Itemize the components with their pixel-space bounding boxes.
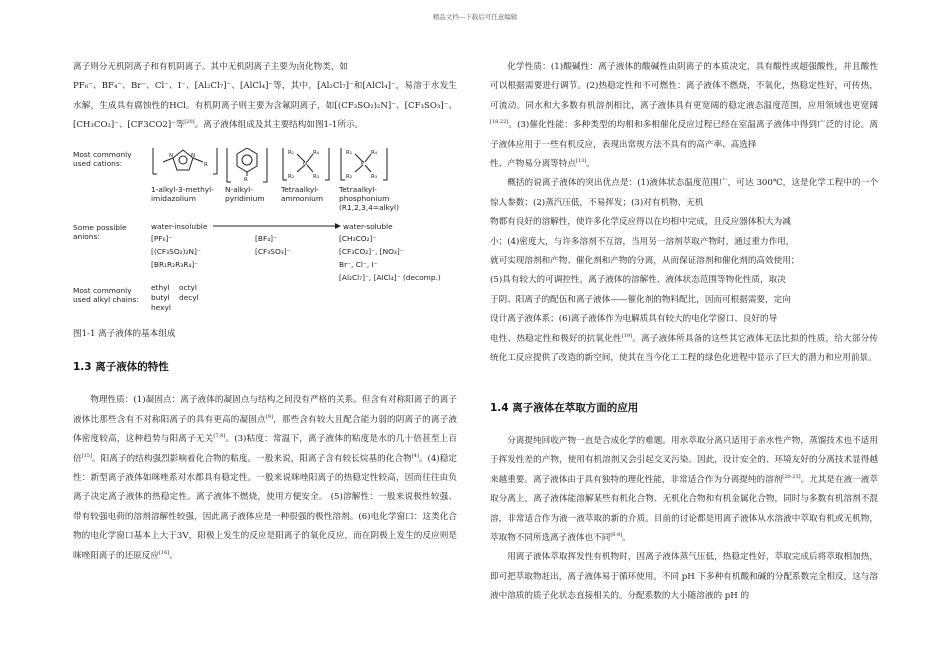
alkyl-chain: ethyl: [151, 282, 170, 292]
water-insoluble-label: water-insoluble: [151, 221, 208, 231]
alkyl-chain: hexyl: [151, 302, 171, 312]
figure-drawing: [73, 148, 457, 313]
section-heading-1-3: 1.3 离子液体的特性: [73, 361, 169, 374]
anions-row-label-2: anions:: [73, 231, 100, 241]
svg-text:R₃: R₃: [313, 173, 320, 180]
anion: [Al₂Cl₇]⁻, [AlCl₄]⁻ (decomp.): [339, 272, 441, 282]
cation-name: 1-alkyl-3-methyl-: [151, 184, 214, 194]
anion: [BR₁R₂R₃R₄]⁻: [151, 259, 199, 269]
svg-text:R₁: R₁: [346, 149, 353, 156]
svg-text:R₂: R₂: [346, 173, 353, 180]
citation: [19]: [621, 332, 633, 339]
svg-text:R₂: R₂: [288, 173, 295, 180]
citation: [6-8]: [610, 532, 623, 539]
extraction-paragraph: 分离提纯回收产物一直是合成化学的难题。用水萃取分离只适用于亲水性产物，蒸馏技术也不适用于挥发性差的产物，使用有机溶剂又会引起交叉污染。因此，设计安全的、环境友好的分离技术显得越来越重要。离子液体由于具有独特的理化性能，非常适合作为分离提纯的溶剂[20-23]。尤其是在液一液萃取分离上，离子液体能溶解某些有机化合物、无机化合物和有机金属化合物，同时与多数有机溶剂不混溶，非常适合作为液一液萃取的新的介质。目前的讨论都是用离子液体从水溶液中萃取有机或无机物，萃取物不同所选离子液体也不同[6-8]。: [490, 435, 878, 543]
alkyl-chain: octyl: [179, 282, 197, 292]
citation: [4]: [411, 452, 419, 459]
figure-caption: 图1-1 离子液体的基本组成: [73, 328, 176, 339]
n-label: N: [191, 152, 196, 159]
anion: [CF₃CO₂]⁻, [NO₃]⁻: [339, 246, 404, 256]
r-label: R: [204, 161, 208, 168]
alkyl-chain: decyl: [179, 292, 199, 302]
cations-row-label-1: Most commonly: [73, 149, 132, 159]
citation: [20]: [184, 119, 195, 126]
cation-name: N-alkyl-: [225, 184, 253, 194]
svg-text:R₄: R₄: [313, 149, 320, 156]
chains-row-label-1: Most commonly: [73, 285, 132, 295]
cations-row-label-2: used cations:: [73, 158, 123, 168]
anion: [CF₃SO₃]⁻: [255, 246, 291, 256]
citation: [7,8]: [213, 433, 226, 440]
citation: [15]: [81, 452, 92, 459]
anion: [PF₆]⁻: [151, 233, 173, 243]
r-label: R: [244, 176, 248, 183]
svg-text:R₄: R₄: [371, 149, 378, 156]
anion: [BF₄]⁻: [255, 233, 277, 243]
citation: [16]: [158, 549, 170, 556]
section-heading-1-4: 1.4 离子液体在萃取方面的应用: [490, 401, 639, 414]
chemical-properties-paragraph: 化学性质：(1)酸碱性：离子液体的酸碱性由阴离子的本质决定，具有酸性或超强酸性，并且酸性可以根据需要进行调节。(2)热稳定性和不可燃性：离子液体不燃烧，不氧化，热稳定性好，可传热，可流动。同水和大多数有机溶剂相比，离子液体具有更宽阔的稳定液态温度范围，应用领域也更宽阔[18,22]。(3)催化性能：多种类型的均相和多相催化反应过程已经在室温离子液体中得到广泛的讨论。离子液体应用于一些有机反应，表现出常规方法不具有的高产率、高选择 性、产物易分离等特点[13]。: [490, 62, 878, 170]
cation-name: phosphonium: [339, 193, 390, 203]
ionic-liquid-composition-figure: [73, 148, 457, 313]
cation-name: Tetraalkyl-: [281, 184, 319, 194]
right-column: [490, 58, 878, 607]
anions-row-label-1: Some possible: [73, 222, 127, 232]
svg-text:N: N: [303, 160, 308, 167]
citation: [9]: [265, 413, 273, 420]
anion: [(CF₃SO₂)₂N]⁻: [151, 246, 201, 256]
chains-row-label-2: used alkyl chains:: [73, 294, 139, 304]
citation: [13]: [575, 158, 587, 165]
left-column: [73, 58, 457, 566]
cation-name: pyridinium: [225, 193, 265, 203]
anion: [CH₃CO₂]⁻: [339, 233, 377, 243]
imidazolium-structure: [153, 148, 217, 174]
citation: [20-23]: [782, 473, 801, 480]
cation-name: Tetraalkyl-: [339, 184, 377, 194]
advantages-paragraph: 概括的说离子液体的突出优点是：(1)液体状态温度范围广，可达 300℃，这是化学工程中的一个惊人参数；(2)蒸汽压低，不易挥发；(3)对有机物、无机 物都有良好的溶解性，使许多化学反应得以在均相中完成，且反应器体积大为减 小；(4)密度大，与许多溶剂不互溶，当用另一溶剂萃取产物时，通过重力作用， 就可实现溶剂和产物、催化剂和产物的分离，从而保证溶剂和催化剂的高效使用； (5)具有较大的可调控性，离子液体的溶解性、液体状态范围等物化性质，取决 于阴、阳离子的配伍和离子液体——催化剂的物料配比，因而可根据需要，定向 设计离子液体系；(6)离子液体作为电解质具有较大的电化学窗口、良好的导 电性、热稳定性和极好的抗氧化性[19]。离子液体所具备的这些其它液体无法比拟的性质，给大部分传统化工反应提供了改造的新空间，使其在当今化工工程的绿色化进程中显示了巨大的潜力和应用前景。: [490, 178, 878, 364]
cation-note: (R1,2,3,4=alkyl): [339, 202, 399, 212]
svg-text:P: P: [361, 160, 365, 167]
extraction-paragraph-2: 用离子液体萃取挥发性有机物时，因离子液体蒸气压低，热稳定性好，萃取完成后将萃取相加热，即可把萃取物赶出，离子液体易于循环使用。不同 pH 下多种有机酸和碱的分配系数完全相反，这与溶液中溶质的质子化状态直接相关的。分配系数的大小随溶液的 pH 的: [490, 552, 878, 602]
intro-paragraph: 离子则分无机阴离子和有机阴离子。其中无机阴离子主要为卤化物类，如 PF₆⁻、BF₄⁻、Br⁻、Cl⁻、I⁻、[Al₂Cl₇]⁻、[AlCl₄]⁻等，其中，[Al₂Cl₇]⁻和[AlCl₄]⁻，易溶于水发生水解，生成具有腐蚀性的HCl。有机阴离子则主要为含氟阴离子，如[(CF₃SO₂)₂N]⁻、[CF₃SO₃]⁻、[CH₃CO₂]⁻、[CF3CO2]⁻等[20]。离子液体组成及其主要结构如图1-1所示。: [73, 62, 457, 131]
arrow-head: [335, 223, 341, 229]
page-header: 精品文档---下载后可任意编辑: [432, 13, 518, 21]
water-soluble-label: water-soluble: [343, 221, 393, 231]
cation-name: imidazolium: [151, 193, 196, 203]
anion: Br⁻, Cl⁻, I⁻: [339, 259, 378, 269]
n-label: N: [169, 152, 174, 159]
cation-name: ammonium: [281, 193, 324, 203]
svg-text:R₃: R₃: [371, 173, 378, 180]
citation: [18,22]: [490, 119, 509, 126]
alkyl-chain: butyl: [151, 292, 170, 302]
properties-paragraph: 物理性质：(1)凝固点：离子液体的凝固点与结构之间没有严格的关系。但含有对称阳离子的离子液体比那些含有不对称阳离子的具有更高的凝固点[9]，那些含有较大且配合能力弱的阴离子的离子液体密度较高，这种趋势与阳离子无关[7,8]。(3)粘度：常温下，离子液体的粘度是水的几十倍甚至上百倍[15]。阳离子的结构强烈影响着化合物的粘度。一般来说，阳离子含有较长烷基的化合物[4]。(4)稳定性：新型离子液体如咪唑系对水都具有稳定性。一般来说咪唑阳离子的热稳定性较高，因而往往由负离子决定离子液体的热稳定性。离子液体不燃烧，使用方便安全。 (5)溶解性：一般来说极性较强、带有较强电荷的溶剂溶解性较强，因此离子液体应是一种很强的极性溶剂。(6)电化学窗口：这类化合物的电化学窗口基本上大于3V，阳极上发生的反应是阳离子的氧化反应，而在阴极上发生的反应则是咪唑阳离子的还原反应[16]。: [73, 395, 457, 561]
svg-text:R₁: R₁: [288, 149, 295, 156]
